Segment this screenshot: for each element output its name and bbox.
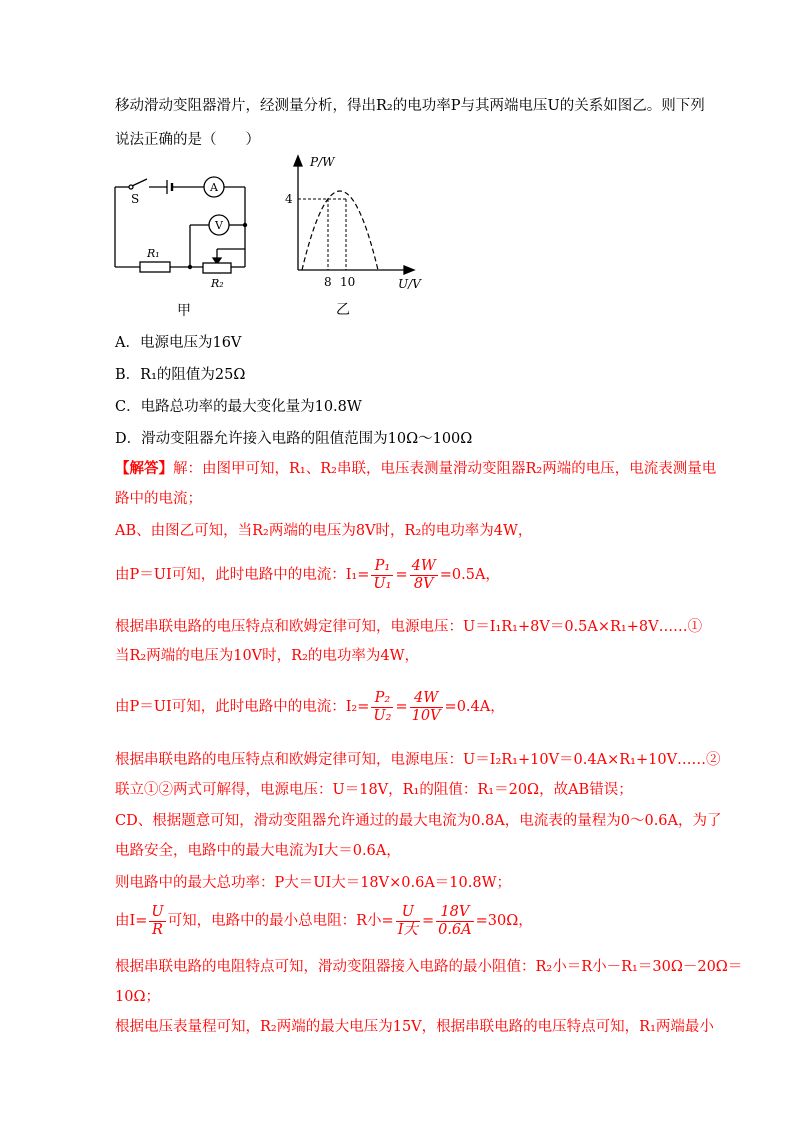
answer-line-5: 根据串联电路的电压特点和欧姆定律可知，电源电压：U＝I₁R₁+8V＝0.5A×R₁+8V……① [115,619,703,635]
answer-line-1: 【解答】解：由图甲可知，R₁、R₂串联，电压表测量滑动变阻器R₂两端的电压，电流表测量电 [115,460,717,477]
answer-line-8: 根据串联电路的电压特点和欧姆定律可知，电源电压：U＝I₂R₁+10V＝0.4A×R₁+10V……② [115,752,721,768]
answer-line-14: 根据串联电路的电阻特点可知，滑动变阻器接入电路的最小阻值：R₂小＝R小－R₁＝30Ω－20Ω＝ [115,959,743,975]
answer-line-15: 10Ω； [115,989,160,1005]
answer-line-2: 路中的电流； [115,491,202,507]
x-axis-label: U/V [398,277,421,291]
switch-blade [132,179,147,186]
option-a: A．电源电压为16V [115,335,242,351]
intro-line-2: 说法正确的是（ ） [115,132,260,148]
circuit-diagram [105,165,265,325]
r2-label: R₂ [211,277,224,290]
intro-line-1: 移动滑动变阻器滑片，经测量分析，得出R₂的电功率P与其两端电压U的关系如图乙。则下列 [115,98,705,114]
answer-line-3: AB、由图乙可知，当R₂两端的电压为8V时，R₂的电功率为4W， [115,523,533,539]
answer-line-9: 联立①②两式可解得，电源电压：U＝18V，R₁的阻值：R₁＝20Ω，故AB错误； [115,782,633,798]
x-tick-10: 10 [340,275,356,289]
answer-line-12: 则电路中的最大总功率：P大＝UI大＝18V×0.6A＝10.8W； [115,875,511,891]
answer-line-13: 由I= $\frac{U}{R}$ 可知，电路中的最小总电阻：R小= $\frac{U}{\text{I大}}$ = $\frac{18V}{0.6A}$ =30Ω， [115,903,533,938]
option-c: C．电路总功率的最大变化量为10.8W [115,399,362,415]
r2-rheostat [203,263,231,273]
power-curve [302,191,378,270]
y-axis-label: P/W [310,155,335,169]
option-d: D．滑动变阻器允许接入电路的阻值范围为10Ω～100Ω [115,431,473,447]
voltmeter-label: V [215,219,223,232]
x-tick-8: 8 [324,275,332,289]
answer-line-16: 根据电压表量程可知，R₂两端的最大电压为15V，根据串联电路的电压特点可知，R₁两端最小 [115,1019,714,1035]
switch-label: S [131,192,140,206]
answer-line-4: 由P＝UI可知，此时电路中的电流：I₁= $\frac{\text{P₁}}{\text{U₁}}$ = $\frac{4W}{8V}$ =0.5A， [115,557,500,592]
fraction-p2-u2: $\frac{\text{P₂}}{\text{U₂}}$ [373,689,392,724]
answer-line-6: 当R₂两端的电压为10V时，R₂的电功率为4W， [115,648,420,664]
answer-line-11: 电路安全，电路中的最大电流为I大＝0.6A， [115,843,401,859]
fraction-18v-06a: $\frac{18V}{0.6A}$ [438,903,472,938]
r1-label: R₁ [147,247,160,260]
answer-line-10: CD、根据题意可知，滑动变阻器允许通过的最大电流为0.8A，电流表的量程为0～0.6A，为了 [115,813,722,829]
graph-caption: 乙 [336,302,350,318]
fraction-p1-u1: $\frac{\text{P₁}}{\text{U₁}}$ [373,557,392,592]
power-voltage-graph [280,152,440,327]
option-b: B．R₁的阻值为25Ω [115,367,246,383]
r1-resistor [140,262,170,272]
fraction-u-imax: $\frac{U}{\text{I大}}$ [397,903,418,938]
fraction-u-r: $\frac{U}{R}$ [151,903,164,938]
fraction-4w-10v: $\frac{4W}{10V}$ [411,689,441,724]
ammeter-label: A [210,181,218,194]
answer-tag: 【解答】 [115,460,173,477]
y-tick-4: 4 [285,192,293,206]
answer-line-7: 由P＝UI可知，此时电路中的电流：I₂= $\frac{\text{P₂}}{\text{U₂}}$ = $\frac{4W}{10V}$ =0.4A， [115,689,505,724]
circuit-caption: 甲 [177,303,191,319]
fraction-4w-8v: $\frac{4W}{8V}$ [411,557,436,592]
